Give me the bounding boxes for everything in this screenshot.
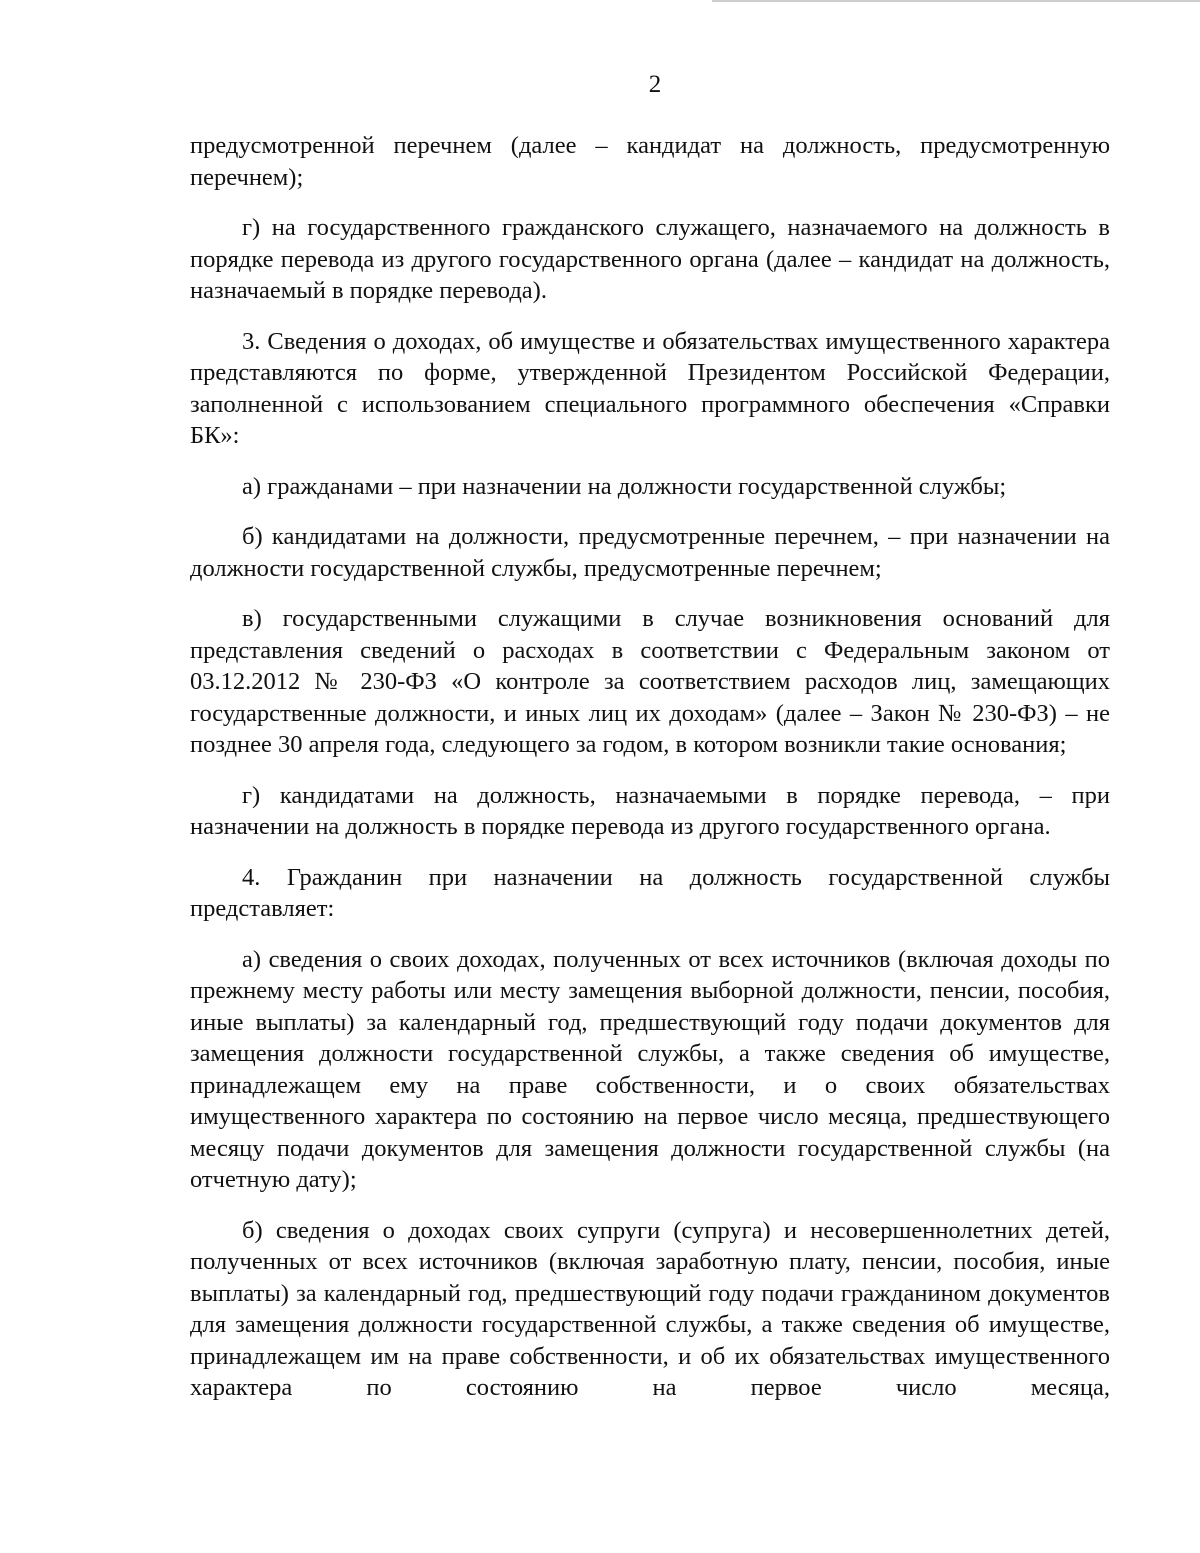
paragraph-4-citizen-submits: 4. Гражданин при назначении на должность государственной службы представляет: (190, 863, 1110, 922)
paragraph-item-g-transfer: г) на государственного гражданского служащего, назначаемого на должность в порядке перевода из другого государственного органа (далее – кандидат на должность, назначаемый в порядке перевода). (190, 214, 1110, 304)
paragraph-item-a-citizens: а) гражданами – при назначении на должности государственной службы; (242, 472, 1007, 500)
paragraph-3-income-info: 3. Сведения о доходах, об имуществе и обязательствах имущественного характера представляются по форме, утвержденной Президентом Российской Федерации, заполненной с использованием специального программного обеспечения «Справки БК»: (190, 327, 1110, 449)
paragraph-item-b-family-income: б) сведения о доходах своих супруги (супруга) и несовершеннолетних детей, полученных от всех источников (включая заработную плату, пенсии, пособия, иные выплаты) за календарный год, предшествующий году подачи гражданином документов для замещения должности государственной службы, а также сведения об имуществе, принадлежащем им на праве собственности, и об их обязательствах имущественного характера по состоянию на первое число месяца, (190, 1216, 1110, 1401)
document-body (190, 130, 1110, 1423)
paragraph-item-b-candidates: б) кандидатами на должности, предусмотренные перечнем, – при назначении на должности государственной службы, предусмотренные перечнем; (190, 523, 1110, 582)
page-number: 2 (648, 71, 662, 98)
paragraph-item-v-civil-servants: в) государственными служащими в случае возникновения оснований для представления сведений о расходах в соответствии с Федеральным законом от 03.12.2012 № 230-ФЗ «О контроле за соответствием расходов лиц, замещающих государственные должности, и иных лиц их доходам» (далее – Закон № 230-ФЗ) – не позднее 30 апреля года, следующего за годом, в котором возникли такие основания; (190, 605, 1110, 758)
paragraph-continuation: предусмотренной перечнем (далее – кандидат на должность, предусмотренную перечнем); (190, 132, 1110, 191)
paragraph-item-a-own-income: а) сведения о своих доходах, полученных от всех источников (включая доходы по прежнему месту работы или месту замещения выборной должности, пенсии, пособия, иные выплаты) за календарный год, предшествующий году подачи документов для замещения должности государственной службы, а также сведения об имуществе, принадлежащем ему на праве собственности, и о своих обязательствах имущественного характера по состоянию на первое число месяца, предшествующего месяцу подачи документов для замещения должности государственной службы (на отчетную дату); (190, 945, 1110, 1193)
paragraph-item-g-candidates-transfer: г) кандидатами на должность, назначаемыми в порядке перевода, – при назначении на должность в порядке перевода из другого государственного органа. (190, 781, 1110, 840)
scan-edge-line (712, 0, 1200, 2)
